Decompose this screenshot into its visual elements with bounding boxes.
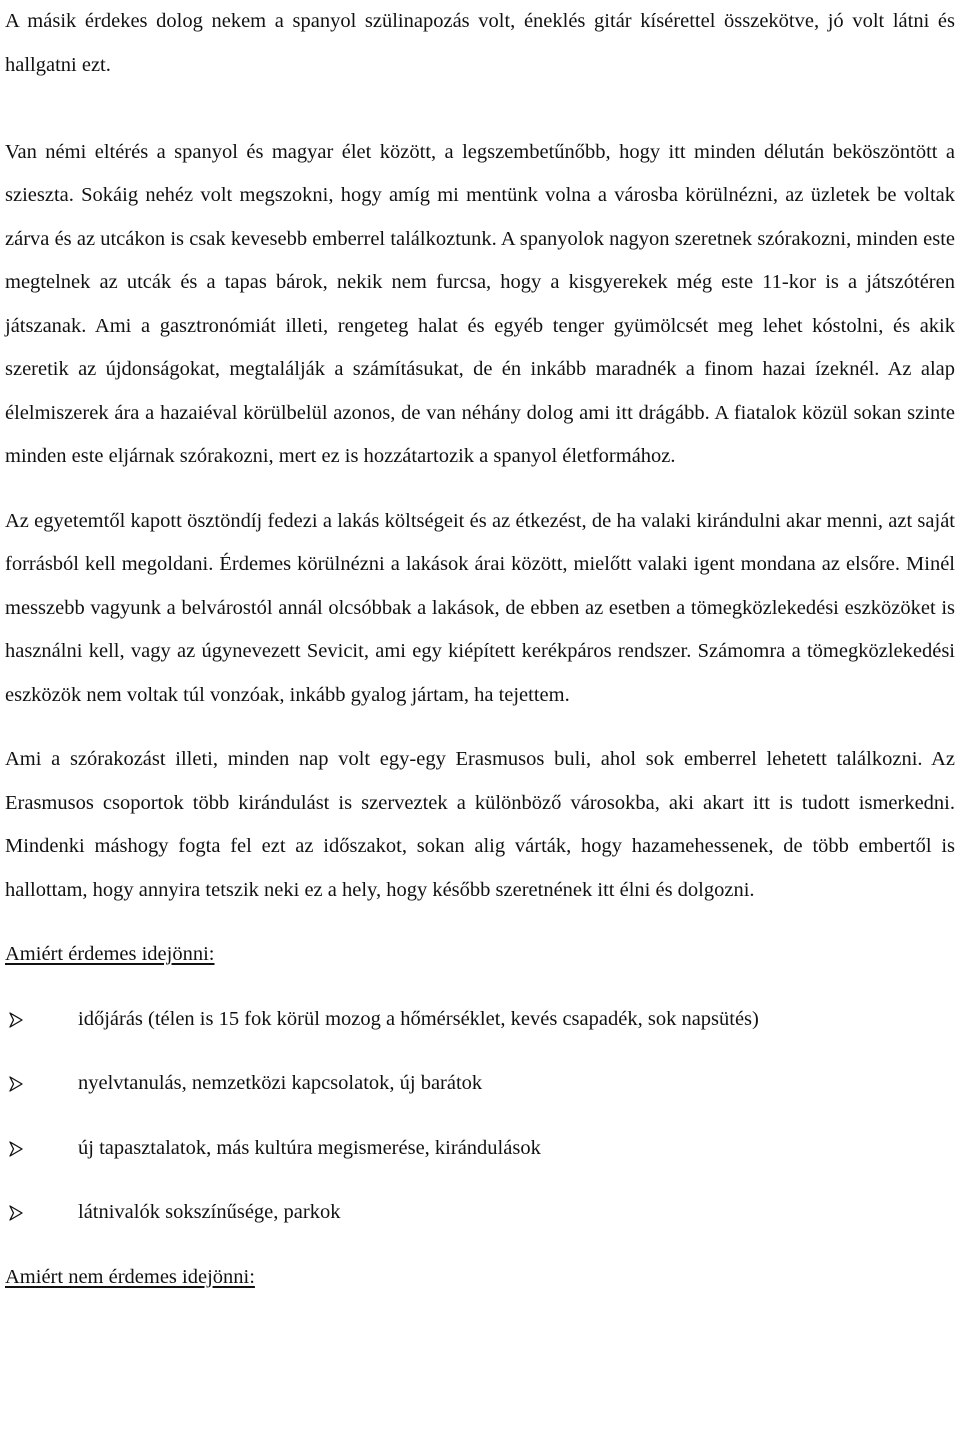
- list-item-text: időjárás (télen is 15 fok körül mozog a hőmérséklet, kevés csapadék, sok napsütés): [78, 1007, 759, 1030]
- list-item: [5, 1191, 955, 1235]
- paragraph-scholarship: Az egyetemtől kapott ösztöndíj fedezi a lakás költségeit és az étkezést, de ha valaki kirándulni akar menni, azt saját forrásból kell megoldani. Érdemes körülnézni a lakások árai között, mielőtt valaki igent mondana az elsőre. Minél messzebb vagyunk a belvárostól annál olcsóbbak a lakások, de ebben az esetben a tömegközlekedési eszközöket is használni kell, vagy az úgynevezett Sevicit, ami egy kiépített kerékpáros rendszer. Számomra a tömegközlekedési eszközök nem voltak túl vonzóak, inkább gyalog jártam, ha tejettem.: [5, 509, 955, 706]
- pros-heading: Amiért érdemes idejönni:: [5, 943, 215, 965]
- list-item-text: nyelvtanulás, nemzetközi kapcsolatok, új barátok: [78, 1072, 483, 1094]
- arrowhead-bullet-icon: [9, 1012, 23, 1028]
- list-item: [5, 998, 955, 1042]
- pros-list: [5, 998, 955, 1235]
- list-item: [5, 1127, 955, 1171]
- list-item: [5, 1062, 955, 1106]
- arrowhead-bullet-icon: [9, 1076, 23, 1092]
- document-page: [5, 0, 955, 1299]
- list-item-text: látnivalók sokszínűsége, parkok: [78, 1201, 341, 1223]
- arrowhead-bullet-icon: [9, 1205, 23, 1221]
- paragraph-entertainment: Ami a szórakozást illeti, minden nap volt egy-egy Erasmusos buli, ahol sok emberrel lehetett találkozni. Az Erasmusos csoportok több kirándulást is szerveztek a különböző városokba, aki akart itt is tudott ismerkedni. Mindenki máshogy fogta fel ezt az időszakot, sokan alig várták, hogy hazamehessenek, de több embertől is hallottam, hogy annyira tetszik neki ez a hely, hogy később szeretnének itt élni és dolgozni.: [5, 748, 955, 901]
- list-item-text: új tapasztalatok, más kultúra megismerése, kirándulások: [78, 1136, 541, 1159]
- paragraph-birthday: A másik érdekes dolog nekem a spanyol szülinapozás volt, éneklés gitár kísérettel összekötve, jó volt látni és hallgatni ezt.: [5, 10, 955, 76]
- arrowhead-bullet-icon: [9, 1141, 23, 1157]
- paragraph-siesta: Van némi eltérés a spanyol és magyar élet között, a legszembetűnőbb, hogy itt minden délután beköszöntött a sziesztа. Sokáig nehéz volt megszokni, hogy amíg mi mentünk volna a városba körülnézni, az üzletek be voltak zárva és az utcákon is csak kevesebb emberrel találkoztunk. A spanyolok nagyon szeretnek szórakozni, minden este megtelnek az utcák és a tapas bárok, nekik nem furcsa, hogy a kisgyerekek még este 11-kor is a játszótéren játszanak. Ami a gasztronómiát illeti, rengeteg halat és egyéb tenger gyümölcsét meg lehet kóstolni, és akik szeretik az újdonságokat, megtalálják a számításukat, de én inkább maradnék a finom hazai ízeknél. Az alap élelmiszerek ára a hazaiéval körülbelül azonos, de van néhány dolog ami itt drágább. A fiatalok közül sokan szinte minden este eljárnak szórakozni, mert ez is hozzátartozik a spanyol életformához.: [5, 140, 955, 467]
- cons-heading: Amiért nem érdemes idejönni:: [5, 1265, 255, 1288]
